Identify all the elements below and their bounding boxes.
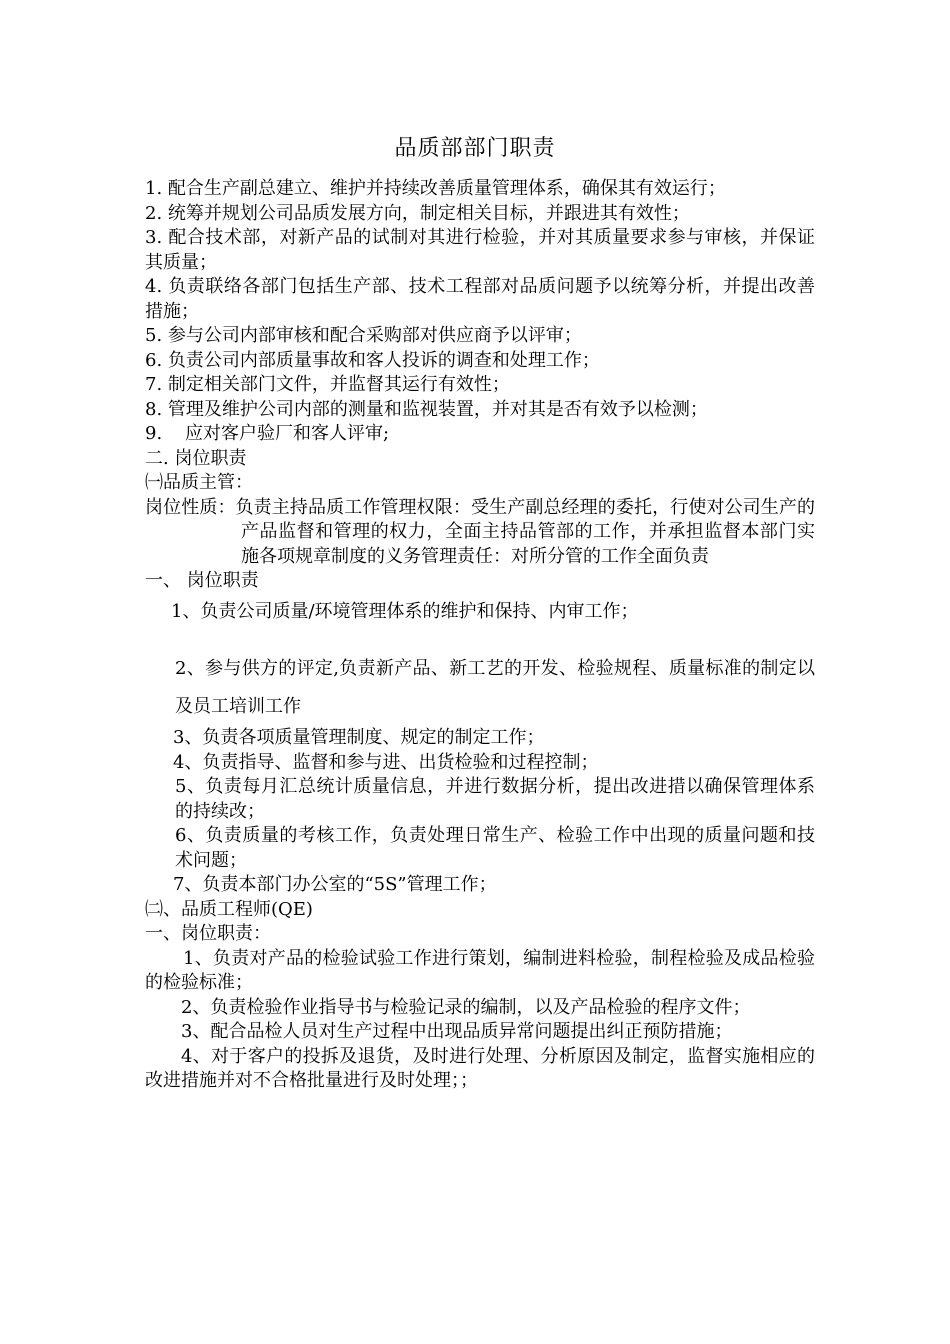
document-title: 品质部部门职责: [394, 136, 556, 161]
dept-duty-8: 8. 管理及维护公司内部的测量和监视装置，并对其是否有效予以检测；: [145, 398, 708, 420]
supervisor-duties-heading: 一、 岗位职责: [145, 570, 259, 591]
section-two-heading: 二. 岗位职责: [145, 447, 247, 469]
supervisor-nature: 岗位性质：负责主持品质工作管理权限：受生产副总经理的委托，行使对公司生产的产品监督和管理的权力，全面主持品管部的工作，并承担监督本部门实施各项规章制度的义务管理责任：对所分管的工作全面负责: [145, 496, 815, 567]
dept-duty-7: 7. 制定相关部门文件，并监督其运行有效性；: [145, 374, 510, 395]
engineer-duties-heading: 一、岗位职责：: [145, 923, 271, 944]
engineer-heading: ㈡、品质工程师(QE): [145, 898, 313, 920]
engineer-duty-1: 1、负责对产品的检验试验工作进行策划，编制进料检验，制程检验及成品检验的检验标准；: [145, 947, 815, 993]
dept-duty-4: 4. 负责联络各部门包括生产部、技术工程部对品质问题予以统筹分析，并提出改善措施；: [145, 276, 815, 322]
engineer-duty-3: 3、配合品检人员对生产过程中出现品质异常问题提出纠正预防措施；: [181, 1021, 733, 1042]
supervisor-duty-1: 1、负责公司质量/环境管理体系的维护和保持、内审工作；: [171, 600, 639, 622]
dept-duty-5: 5. 参与公司内部审核和配合采购部对供应商予以评审；: [145, 325, 582, 346]
supervisor-duty-3: 3、负责各项质量管理制度、规定的制定工作；: [173, 727, 545, 748]
dept-duty-9: 9. 应对客户验厂和客人评审;: [145, 423, 390, 444]
supervisor-duty-2: 2、参与供方的评定,负责新产品、新工艺的开发、检验规程、质量标准的制定以及员工培训工作: [175, 658, 815, 717]
dept-duty-2: 2. 统筹并规划公司品质发展方向，制定相关目标，并跟进其有效性；: [145, 202, 690, 224]
supervisor-heading: ㈠品质主管：: [145, 472, 253, 493]
dept-duty-1: 1. 配合生产副总建立、维护并持续改善质量管理体系，确保其有效运行；: [145, 178, 726, 199]
supervisor-duty-4: 4、负责指导、监督和参与进、出货检验和过程控制；: [173, 751, 599, 773]
dept-duty-3: 3. 配合技术部，对新产品的试制对其进行检验，并对其质量要求参与审核，并保证其质量；: [145, 227, 815, 273]
document-body: [145, 177, 815, 1094]
engineer-duty-4: 4、对于客户的投拆及退货，及时进行处理、分析原因及制定，监督实施相应的改进措施并对不合格批量进行及时处理；；: [145, 1045, 815, 1091]
supervisor-duty-5: 5、负责每月汇总统计质量信息，并进行数据分析，提出改进措以确保管理体系的持续改；: [175, 776, 815, 822]
engineer-duty-2: 2、负责检验作业指导书与检验记录的编制，以及产品检验的程序文件；: [181, 996, 751, 1018]
supervisor-duty-6: 6、负责质量的考核工作，负责处理日常生产、检验工作中出现的质量问题和技术问题；: [175, 825, 815, 871]
supervisor-duty-7: 7、负责本部门办公室的“5S”管理工作；: [173, 874, 497, 895]
dept-duty-6: 6. 负责公司内部质量事故和客人投诉的调查和处理工作；: [145, 349, 600, 371]
